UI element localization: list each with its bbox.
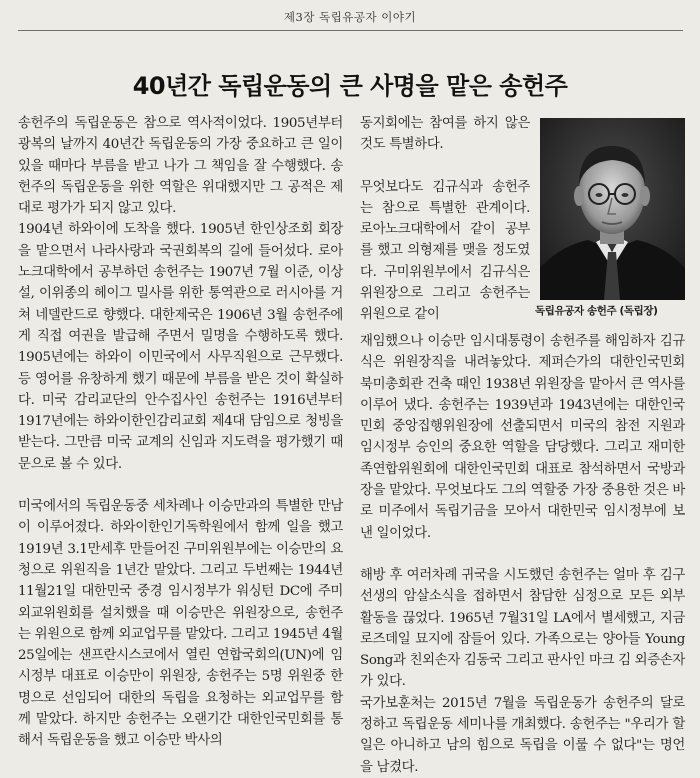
portrait-photo <box>540 118 685 300</box>
right-top-column <box>360 113 530 326</box>
portrait-illustration <box>540 118 685 300</box>
left-paragraph: 1904년 하와이에 도착을 했다. 1905년 한인상조회 회장을 맡으면서 나라사랑과 국권회복의 길에 들어섰다. 로아노크대학에서 공부하던 송헌주는 1907년 7월 이준, 이상설, 이위종의 헤이그 밀사를 위한 통역관으로 러시아를 거쳐 네델란드로 향했다. 대한제국은 1906년 3월 송헌주에게 직접 여권을 발급해 주면서 밀명을 수행하도록 했다. 1905년에는 하와이 이민국에서 사무직원으로 근무했다. 등 영어를 유창하게 했기 때문에 부름을 받은 것이 확실하다. 미국 감리교단의 안수집사인 송헌주는 1916년부터 1917년에는 하와이한인감리교회 제4대 담임으로 청빙을 받는다. 그만큼 미국 교계의 신임과 지도력을 평가했기 때문으로 볼 수 있다. <box>18 222 343 472</box>
right-paragraph: 무엇보다도 김규식과 송헌주는 참으로 특별한 관계이다. 로아노크대학에서 같이 공부를 했고 의형제를 맺을 정도였다. 구미위원부에서 김규식은 위원장으로 그리고 송헌주는 위원으로 같이 <box>360 179 530 323</box>
left-paragraph: 송헌주의 독립운동은 참으로 역사적이었다. 1905년부터 광복의 날까지 40년간 독립운동의 가장 중요하고 큰 일이 있을 때마다 부름을 받고 나가 그 책임을 잘 수행했다. 송헌주의 독립운동을 위한 역할은 위대했지만 그 공적은 제대로 평가가 되지 않고 있다. <box>18 116 343 217</box>
right-paragraph: 재임했으나 이승만 임시대통령이 송헌주를 해임하자 김규식은 위원장직을 내려놓았다. 제퍼슨가의 대한인국민회 북미총회관 건축 때인 1938년 위원장을 맡아서 큰 역사를 이루어 냈다. 송헌주는 1939년과 1943년에는 대한인국민회 중앙집행위원장에 선출되면서 미국의 참전 지원과 임시정부 승인의 중요한 역할을 담당했다. 그리고 재미한족연합위원회에 대한인국민회 대표로 참석하면서 국방과장을 맡았다. 무엇보다도 그의 역할중 가장 중용한 것은 바로 미주에서 독립기금을 모아서 대한민국 임시정부에 보낸 일이었다. <box>360 334 685 541</box>
right-bottom-column <box>360 331 685 778</box>
right-paragraph: 국가보훈처는 2015년 7월을 독립운동가 송헌주의 달로 정하고 독립운동 세미나를 개최했다. 송헌주는 "우리가 할 일은 아니하고 남의 힘으로 독립을 이룰 수 없다"는 명언을 남겼다. <box>360 695 685 775</box>
left-paragraph: 미국에서의 독립운동중 세차례나 이승만과의 특별한 만남이 이루어졌다. 하와이한인기독학원에서 함께 일을 했고 1919년 3.1만세후 만들어진 구미위원부에는 이승만의 요청으로 위원직을 1년간 맡았다. 그리고 두번째는 1944년 11월21일 대한민국 중경 임시정부가 워싱턴 DC에 주미외교위원회를 설치했을 때 이승만은 위원장으로, 송헌주는 위원으로 함께 외교업무를 맡았다. 그리고 1945년 4월25일에는 샌프란시스코에서 열린 연합국회의(UN)에 임시정부 대표로 이승만이 위원장, 송헌주는 5명 위원중 한명으로 선임되어 대한의 독립을 요청하는 외교업무를 함께 맡았다. 하지만 송헌주는 오랜기간 대한인국민회를 통해서 독립운동을 했고 이승만 박사의 <box>18 499 343 749</box>
paragraph-gap <box>18 475 343 496</box>
header-rule <box>18 30 683 31</box>
right-paragraph: 동지회에는 참여를 하지 않은 것도 특별하다. <box>360 116 530 153</box>
article-title: 40년간 독립운동의 큰 사명을 맡은 송헌주 <box>132 72 568 100</box>
right-paragraph: 해방 후 여러차례 귀국을 시도했던 송헌주는 얼마 후 김구 선생의 암살소식을 접하면서 참담한 심정으로 모든 외부 활동을 끊었다. 1965년 7월31일 LA에서 별세했고, 지금 로즈데일 묘지에 잠들어 있다. 가족으로는 양아들 Young Song과 친외손자 김동국 그리고 판사인 마크 김 외증손자가 있다. <box>360 567 685 690</box>
left-column <box>18 113 343 752</box>
running-head: 제3장 독립유공자 이야기 <box>283 10 417 24</box>
paragraph-gap <box>360 156 530 177</box>
paragraph-gap <box>360 544 685 565</box>
photo-caption: 독립유공자 송헌주 (독립장) <box>535 305 658 317</box>
